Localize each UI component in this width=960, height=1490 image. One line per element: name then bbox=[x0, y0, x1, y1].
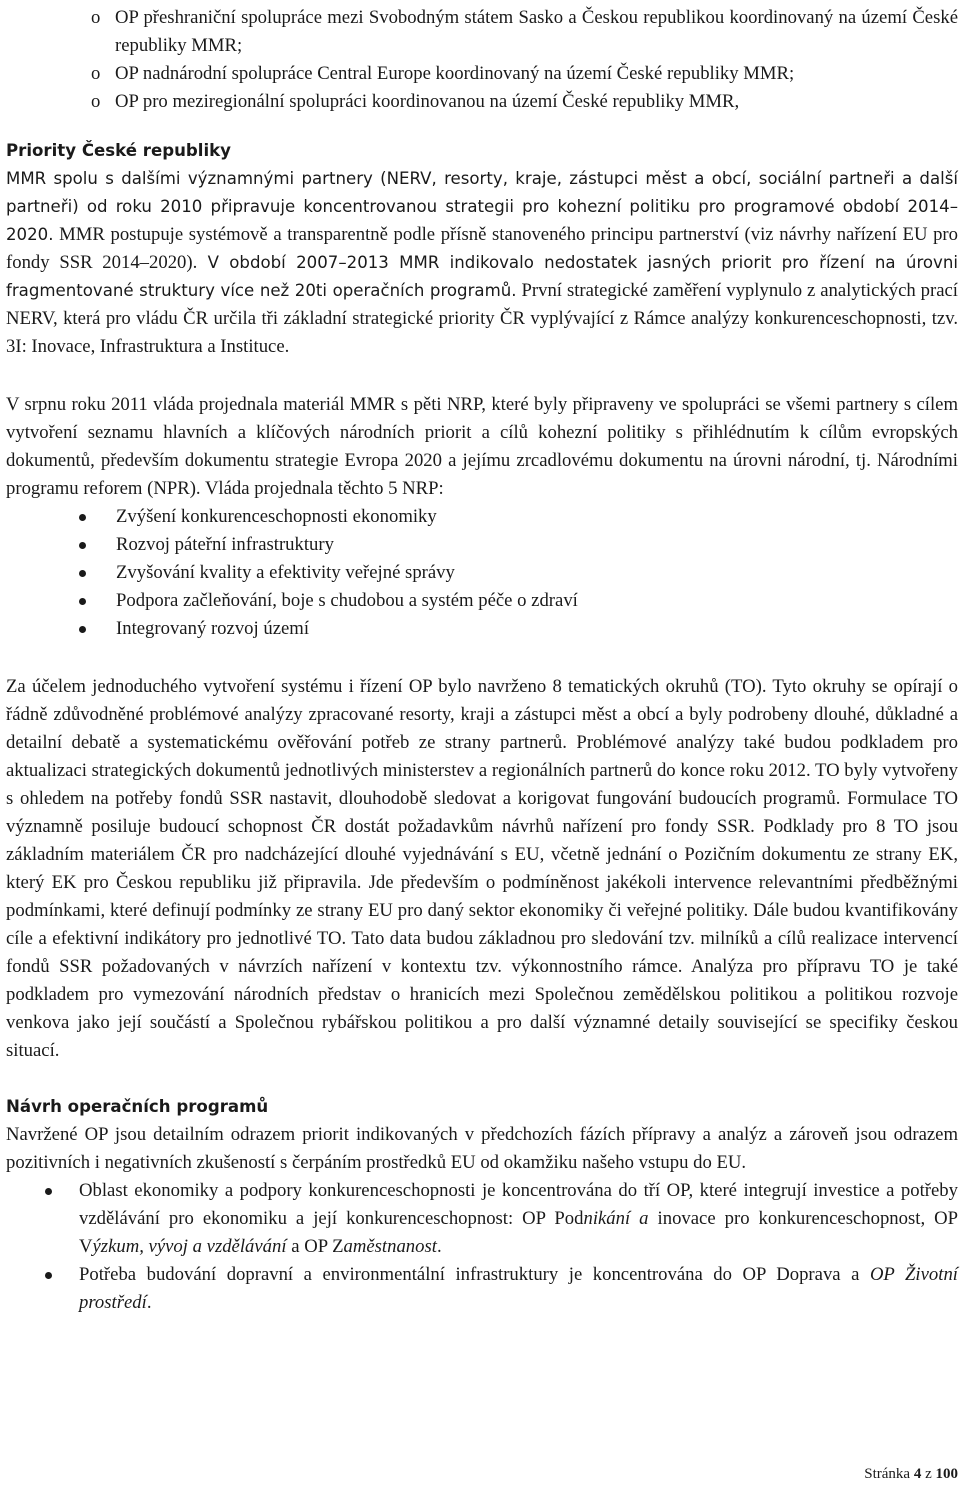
priority-text-b: MMR postupuje systémově a transparentně podle přísně stanoveného principu partnerství (viz návrhy nařízení EU pro fondy SSR 2014–2020). bbox=[6, 224, 958, 273]
bullet-icon bbox=[79, 626, 86, 633]
list-item bbox=[79, 1261, 958, 1317]
list-item-text: Podpora začleňování, boje s chudobou a systém péče o zdraví bbox=[116, 590, 578, 611]
bullet-icon bbox=[45, 1272, 52, 1279]
list-item-text: OP pro meziregionální spolupráci koordinovanou na území České republiky MMR, bbox=[115, 91, 740, 112]
document-page bbox=[6, 4, 958, 1317]
list-item-text: Zvýšení konkurenceschopnosti ekonomiky bbox=[116, 506, 437, 527]
bullet-icon bbox=[79, 514, 86, 521]
list-item bbox=[116, 503, 958, 531]
item-text: . bbox=[146, 1292, 152, 1313]
priority-heading: Priority České republiky bbox=[6, 141, 231, 160]
list-item bbox=[91, 60, 958, 88]
bullet-icon bbox=[79, 598, 86, 605]
list-item-text: Integrovaný rozvoj území bbox=[116, 618, 310, 639]
list-item bbox=[116, 615, 958, 643]
proposal-heading: Návrh operačních programů bbox=[6, 1097, 269, 1116]
proposal-list bbox=[6, 1177, 958, 1317]
item-italic: aměstnanost bbox=[343, 1236, 437, 1257]
bullet-icon bbox=[45, 1188, 52, 1195]
list-item-text: OP přeshraniční spolupráce mezi Svobodným státem Sasko a Českou republikou koordinovaný na území České republiky MMR; bbox=[115, 7, 958, 56]
page-footer bbox=[864, 1464, 958, 1484]
footer-separator: z bbox=[925, 1466, 932, 1482]
item-italic: nikání a bbox=[583, 1208, 649, 1229]
list-item bbox=[91, 4, 958, 60]
bullet-icon bbox=[79, 542, 86, 549]
list-item bbox=[116, 587, 958, 615]
list-item bbox=[116, 559, 958, 587]
list-item bbox=[116, 531, 958, 559]
item-text: a OP Z bbox=[286, 1236, 344, 1257]
item-text: Potřeba budování dopravní a environmentální infrastruktury je koncentrována do OP Doprava a bbox=[79, 1264, 870, 1285]
list-marker: o bbox=[91, 91, 101, 112]
list-marker: o bbox=[91, 63, 101, 84]
to-paragraph: Za účelem jednoduchého vytvoření systému i řízení OP bylo navrženo 8 tematických okruhů (TO). Tyto okruhy se opírají o řádně zdůvodněné problémové analýzy zpracované resorty, kraji a zástupci měst a obcí a byly podrobeny dlouhé, důkladné a detailní debatě a systematickému ověřování potřeb ze strany partnerů. Problémové analýzy také budou podkladem pro aktualizaci strategických dokumentů jednotlivých ministerstev a regionálních partnerů do konce roku 2012. TO byly vytvořeny s ohledem na potřeby fondů SSR nastavit, dlouhodobě sledovat a korigovat fungování budoucích programů. Formulace TO významně posiluje budoucí schopnost ČR dostát požadavkům návrhů nařízení pro fondy SSR. Podklady pro 8 TO jsou základním materiálem ČR pro nadcházející dlouhé vyjednávání s EU, včetně jednání o Pozičním dokumentu ze strany EK, který EK pro Českou republiku již připravila. Jde především o podmíněnost jakékoli intervence relevantními předběžnými podmínkami, které definují podmínky ze strany EU pro daný sektor ekonomiky či veřejné politiky. Dále budou kvantifikovány cíle a efektivní indikátory pro jednotlivé TO. Tato data budou základnou pro sledování tzv. milníků a cílů realizace intervencí fondů SSR požadovaných v návrzích nařízení v kontextu tzv. výkonnostního rámce. Analýza pro přípravu TO je také podkladem pro vymezování národních představ o hranicích mezi Společnou zemědělskou politikou a politikou rozvoje venkova jako její součástí a Společnou rybářskou politikou a pro další významné detaily související se specifiky českou situací. bbox=[6, 676, 958, 1061]
priority-text-c: V období 2007–2013 MMR indikovalo nedostatek jasných priorit pro řízení na úrovni fragmentované struktury více než 20ti operačních programů. bbox=[6, 253, 959, 300]
op-list bbox=[6, 4, 958, 116]
footer-page-total: 100 bbox=[935, 1466, 958, 1482]
list-item-text: OP nadnárodní spolupráce Central Europe koordinovaný na území České republiky MMR; bbox=[115, 63, 795, 84]
footer-label: Stránka bbox=[864, 1466, 911, 1482]
list-item-text: Zvyšování kvality a efektivity veřejné správy bbox=[116, 562, 455, 583]
nrp-paragraph: V srpnu roku 2011 vláda projednala materiál MMR s pěti NRP, které byly připraveny ve spolupráci se všemi partnery s cílem vytvoření seznamu hlavních a klíčových národních priorit a cílů kohezní politiky s přihlédnutím k cílům evropských dokumentů, především dokumentu strategie Evropa 2020 a jejímu zrcadlovému dokumentu na úrovni národní, tj. Národními programu reforem (NPR). Vláda projednala těchto 5 NRP: bbox=[6, 394, 958, 499]
bullet-icon bbox=[79, 570, 86, 577]
priority-paragraph bbox=[6, 165, 958, 361]
priority-text-a: MMR spolu s dalšími významnými partnery (NERV, resorty, kraje, zástupci měst a obcí, sociální partneři a další partneři) od roku 2010 připravuje koncentrovanou strategii pro kohezní politiku pro programové období 2014–2020. bbox=[6, 169, 958, 244]
nrp-list bbox=[6, 503, 958, 643]
list-item bbox=[91, 88, 958, 116]
list-item-text: Rozvoj páteřní infrastruktury bbox=[116, 534, 334, 555]
item-text: Oblast ekonomiky a podpory konkurenceschopnosti je koncentrována do tří OP, které integrují investice a potřeby vzdělávání pro ekonomiku a její konkurenceschopnost: OP Pod bbox=[79, 1180, 958, 1229]
footer-page-number: 4 bbox=[913, 1466, 922, 1482]
item-italic: OP Životní prostředí bbox=[79, 1264, 958, 1313]
item-text: . bbox=[436, 1236, 442, 1257]
proposal-paragraph: Navržené OP jsou detailním odrazem priorit indikovaných v předchozích fázích přípravy a analýz a zároveň jsou odrazem pozitivních i negativních zkušeností s čerpáním prostředků EU od okamžiku našeho vstupu do EU. bbox=[6, 1124, 958, 1173]
item-text: inovace pro konkurenceschopnost, OP V bbox=[79, 1208, 959, 1257]
list-marker: o bbox=[91, 7, 101, 28]
item-italic: ýzkum, vývoj a vzdělávání bbox=[92, 1236, 287, 1257]
list-item bbox=[79, 1177, 958, 1261]
priority-text-d: První strategické zaměření vyplynulo z analytických prací NERV, která pro vládu ČR určila tři základní strategické priority ČR vyplývající z Rámce analýzy konkurenceschopnosti, tzv. 3I: Inovace, Infrastruktura a Instituce. bbox=[6, 280, 959, 357]
